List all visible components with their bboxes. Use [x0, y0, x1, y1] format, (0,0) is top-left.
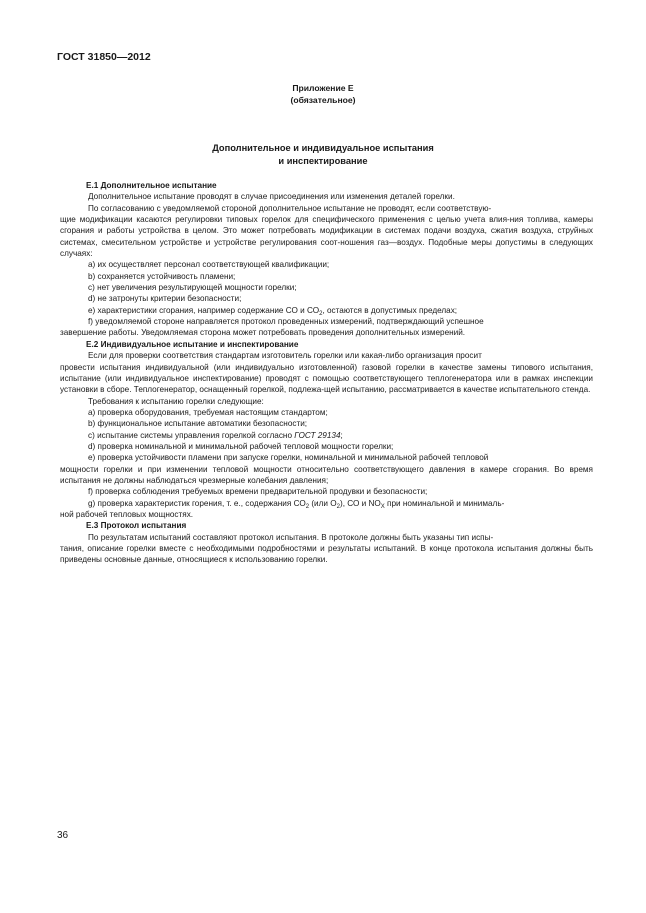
e2-item-e-a: e) проверка устойчивости пламени при запуске горелки, номинальной и минимальной рабочей тепловой: [88, 453, 489, 463]
e1-item-f-a: f) уведомляемой стороне направляется протокол проведенных измерений, подтверждающий успешное: [88, 317, 484, 327]
e2-heading: Е.2 Индивидуальное испытание и инспектирование: [86, 339, 299, 349]
appendix-title: Приложение Е: [292, 83, 354, 93]
e3-paragraph-1b: тания, описание горелки вместе с необходимыми подробностями и результаты испытаний. В конце протокола испытания должны быть приведены основные данные, относящиеся к использованию горелки.: [60, 544, 593, 565]
page-number: 36: [57, 830, 69, 841]
appendix-status: (обязательное): [290, 94, 356, 105]
section-title-line2: и инспектирование: [278, 156, 368, 166]
e2-item-d: d) проверка номинальной и минимальной рабочей тепловой мощности горелки;: [88, 441, 394, 451]
e2-item-g-text-3: ), СО и NO: [339, 498, 381, 508]
e2-requirements: Требования к испытанию горелки следующие:: [88, 396, 264, 406]
document-code: ГОСТ 31850—2012: [57, 51, 151, 63]
e1-item-e-text: e) характеристики сгорания, например содержание СО и СО: [88, 305, 320, 315]
e1-item-a: a) их осуществляет персонал соответствующей квалификации;: [88, 260, 330, 270]
e2-item-c-standard-ref: ГОСТ 29134: [294, 430, 341, 440]
e1-item-c: c) нет увеличения результирующей мощности горелки;: [88, 283, 297, 293]
e2-item-b: b) функциональное испытание автоматики безопасности;: [88, 419, 308, 429]
e2-item-c-tail: ;: [340, 430, 343, 440]
section-title: [0, 142, 646, 168]
e2-paragraph-1a: Если для проверки соответствия стандартам изготовитель горелки или какая-либо организация просит: [88, 351, 482, 361]
e2-item-c: [86, 430, 593, 441]
e1-paragraph-1: Дополнительное испытание проводят в случае присоединения или изменения деталей горелки.: [88, 192, 455, 202]
e3-paragraph-1a: По результатам испытаний составляют протокол испытания. В протоколе должны быть указаны тип испы-: [88, 532, 494, 542]
e2-item-g: [86, 498, 593, 509]
e1-item-b: b) сохраняется устойчивость пламени;: [88, 271, 236, 281]
appendix-heading: [0, 83, 646, 106]
e2-item-g-sub-1: 2: [305, 503, 310, 510]
section-title-line1: Дополнительное и индивидуальное испытания: [212, 143, 434, 153]
e1-item-e-tail: , остаются в допустимых пределах;: [322, 305, 458, 315]
e1-item-d: d) не затронуты критерии безопасности;: [88, 294, 242, 304]
e2-item-e-b: мощности горелки и при изменении тепловой мощности относительно соответствующего давления в камере сгорания. Во время испытания не должны наблюдаться чрезмерные колебания давления;: [60, 464, 593, 485]
e2-item-g-sub-3: X: [380, 503, 385, 510]
e2-item-f: f) проверка соблюдения требуемых времени предварительной продувки и безопасности;: [88, 487, 428, 497]
e1-paragraph-2b: щие модификации касаются регулировки типовых горелок для специфического применения с целью учета влия-ния топлива, камеры сгорания и работы устройства в целом. Это может потребовать модификации в системах подачи воздуха, сжатия воздуха, струйных системах, смесительном устройстве и устройстве регулирования соот-ношения газ—воздух. Подобные меры допустимы в следующих случаях:: [60, 215, 593, 259]
e2-item-g-text: g) проверка характеристик горения, т. е., содержания СО: [88, 498, 306, 508]
e1-paragraph-2a: По согласованию с уведомляемой стороной дополнительное испытание не проводят, если соответствую-: [88, 203, 492, 213]
e3-heading: Е.3 Протокол испытания: [86, 521, 187, 531]
e2-item-g-b: ной рабочей тепловых мощностях.: [60, 509, 194, 519]
e2-item-g-text-2: (или О: [309, 498, 337, 508]
e2-item-c-text: c) испытание системы управления горелкой согласно: [88, 430, 295, 440]
e2-paragraph-1b: провести испытания индивидуальной (или индивидуально изготовленной) газовой горелки в качестве замены типового испытания, испытание (или индивидуальное инспектирование) проводят с помощью соответствующего теплогенератора или в рамках инспекции установки в сборе. Теплогенератор, оснащенный горелкой, подлежа-щей испытанию, рассматривается в качестве испытательного стенда.: [60, 362, 593, 395]
e2-item-g-text-4: при номинальной и минималь-: [384, 498, 505, 508]
e1-heading: Е.1 Дополнительное испытание: [86, 181, 217, 190]
e2-item-a: a) проверка оборудования, требуемая настоящим стандартом;: [88, 407, 328, 417]
e1-item-e: [86, 305, 593, 316]
e1-item-e-subscript: 2: [319, 310, 323, 317]
e1-item-f-b: завершение работы. Уведомляемая сторона может потребовать проведения дополнительных измерений.: [60, 328, 466, 338]
e2-item-g-sub-2: 2: [336, 503, 340, 510]
document-body: [60, 180, 593, 566]
